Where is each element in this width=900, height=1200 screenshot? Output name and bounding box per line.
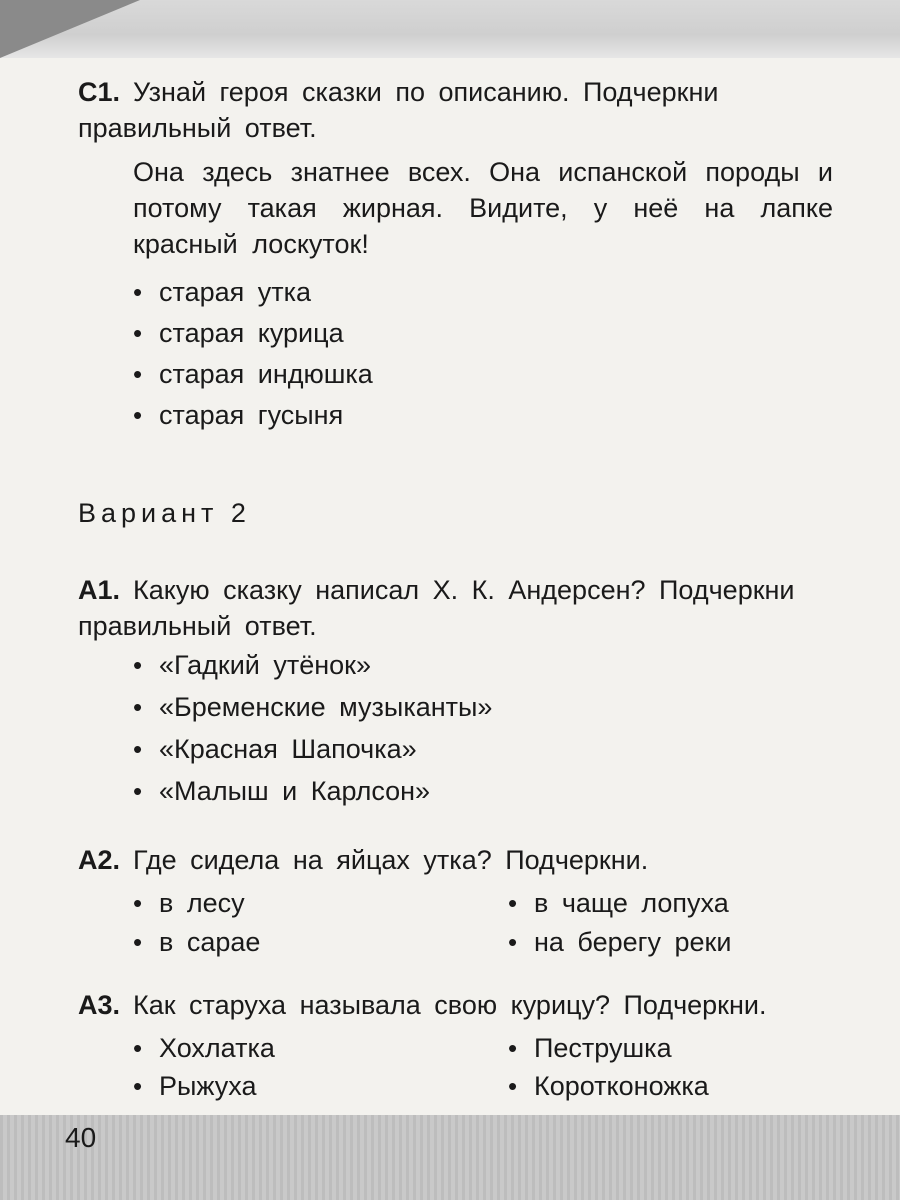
option-a1-4[interactable]	[133, 774, 430, 808]
question-text: Как старуха называла свою курицу? Подчеркни.	[133, 990, 767, 1020]
bullet-icon: •	[133, 359, 143, 389]
bullet-icon: •	[133, 927, 143, 957]
option-a1-3[interactable]	[133, 732, 417, 766]
option-label: «Бременские музыканты»	[159, 692, 493, 722]
option-label: старая индюшка	[159, 359, 373, 389]
passage-c1: Она здесь знатнее всех. Она испанской породы и потому такая жирная. Видите, у неё на лапке красный лоскуток!	[133, 157, 833, 259]
option-a2-4[interactable]	[508, 925, 731, 959]
corner-shade	[0, 0, 140, 58]
option-label: на берегу реки	[534, 927, 732, 957]
option-a2-1[interactable]	[133, 886, 245, 920]
question-c1	[78, 74, 838, 146]
option-label: старая утка	[159, 277, 312, 307]
option-label: в чаще лопуха	[534, 888, 729, 918]
page-number: 40	[65, 1122, 97, 1153]
bullet-icon: •	[133, 318, 143, 348]
option-c1-1[interactable]	[133, 275, 311, 309]
option-label: «Малыш и Карлсон»	[159, 776, 431, 806]
option-label: Пеструшка	[534, 1033, 672, 1063]
bullet-icon: •	[508, 888, 518, 918]
question-text: Какую сказку написал Х. К. Андерсен? Подчеркни правильный ответ.	[78, 575, 795, 641]
option-a3-2[interactable]	[508, 1031, 672, 1065]
question-text: Узнай героя сказки по описанию. Подчеркни правильный ответ.	[78, 77, 719, 143]
option-c1-3[interactable]	[133, 357, 373, 391]
bottom-band	[0, 1115, 900, 1200]
question-a1	[78, 572, 838, 644]
variant-title: Вариант 2	[78, 498, 251, 528]
option-a2-2[interactable]	[508, 886, 729, 920]
option-c1-2[interactable]	[133, 316, 344, 350]
bullet-icon: •	[133, 1033, 143, 1063]
option-a1-1[interactable]	[133, 648, 371, 682]
bullet-icon: •	[133, 692, 143, 722]
bullet-icon: •	[508, 1071, 518, 1101]
question-number: А3.	[78, 990, 121, 1020]
option-a3-4[interactable]	[508, 1069, 709, 1103]
top-band	[0, 0, 900, 58]
option-label: Хохлатка	[159, 1033, 275, 1063]
bullet-icon: •	[508, 1033, 518, 1063]
option-label: «Красная Шапочка»	[159, 734, 417, 764]
bullet-icon: •	[133, 400, 143, 430]
bullet-icon: •	[508, 927, 518, 957]
option-label: Коротконожка	[534, 1071, 709, 1101]
bullet-icon: •	[133, 1071, 143, 1101]
option-a3-1[interactable]	[133, 1031, 275, 1065]
option-a1-2[interactable]	[133, 690, 492, 724]
question-number: А1.	[78, 575, 121, 605]
option-a2-3[interactable]	[133, 925, 260, 959]
bullet-icon: •	[133, 650, 143, 680]
question-a3	[78, 987, 838, 1023]
bullet-icon: •	[133, 776, 143, 806]
option-label: Рыжуха	[159, 1071, 257, 1101]
question-a2	[78, 842, 838, 878]
question-text: Где сидела на яйцах утка? Подчеркни.	[133, 845, 649, 875]
bullet-icon: •	[133, 277, 143, 307]
bullet-icon: •	[133, 734, 143, 764]
option-a3-3[interactable]	[133, 1069, 257, 1103]
option-label: в лесу	[159, 888, 245, 918]
option-label: «Гадкий утёнок»	[159, 650, 372, 680]
option-label: в сарае	[159, 927, 261, 957]
option-label: старая гусыня	[159, 400, 344, 430]
question-number: А2.	[78, 845, 121, 875]
option-label: старая курица	[159, 318, 344, 348]
question-number: С1.	[78, 77, 121, 107]
bullet-icon: •	[133, 888, 143, 918]
option-c1-4[interactable]	[133, 398, 343, 432]
